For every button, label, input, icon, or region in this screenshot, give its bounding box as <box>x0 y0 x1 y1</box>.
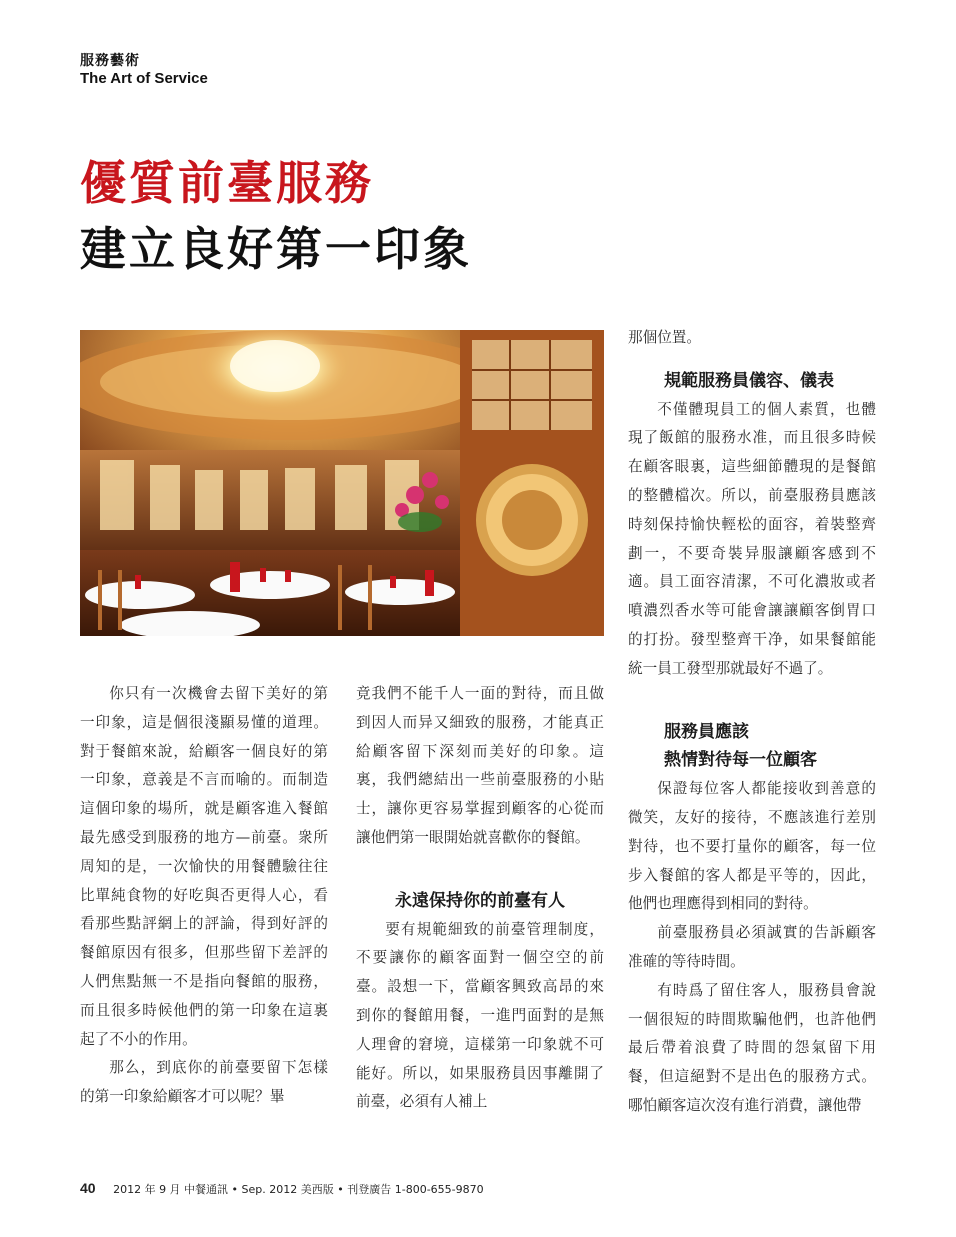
section-label-zh: 服務藝術 <box>80 53 140 69</box>
subheading: 永遠保持你的前臺有人 <box>395 890 565 911</box>
paragraph: 竟我們不能千人一面的對待，而且做到因人而异又細致的服務，才能真正給顧客留下深刻而美好的印象。這裏，我們總結出一些前臺服務的小貼士，讓你更容易掌握到顧客的心從而讓他們第一眼開始就喜歡你的餐館。 <box>356 685 604 846</box>
paragraph: 你只有一次機會去留下美好的第一印象，這是個很淺顯易懂的道理。對于餐館來說，給顧客一個良好的第一印象，意義是不言而喻的。而制造這個印象的場所，就是顧客進入餐館最先感受到服務的地方—前臺。衆所周知的是，一次愉快的用餐體驗往往比單純食物的好吃與否更得人心，看看那些點評網上的評論，得到好評的餐館原因有很多，但那些留下差評的人們焦點無一不是指向餐館的服務，而且很多時候他們的第一印象在這裏起了不小的作用。 <box>80 685 328 1048</box>
paragraph: 前臺服務員必須誠實的告訴顧客准確的等待時間。 <box>628 924 876 970</box>
text-column-1 <box>80 680 328 1112</box>
paragraph: 那個位置。 <box>628 329 701 346</box>
title-line-1: 優質前臺服務 <box>80 156 374 210</box>
subheading: 規範服務員儀容、儀表 <box>664 370 834 391</box>
paragraph: 保證每位客人都能接收到善意的微笑，友好的接待，不應該進行差別對待，也不要打量你的顧客，每一位步入餐館的客人都是平等的，因此，他們也理應得到相同的對待。 <box>628 780 876 913</box>
section-label-en: The Art of Service <box>80 70 208 87</box>
paragraph: 有時爲了留住客人，服務員會說一個很短的時間欺騙他們，也許他們最后帶着浪費了時間的怨氣留下用餐，但這絕對不是出色的服務方式。哪怕顧客這次沒有進行消費，讓他帶 <box>628 981 876 1114</box>
page-number: 40 <box>80 1180 96 1196</box>
paragraph: 那么，到底你的前臺要留下怎樣的第一印象給顧客才可以呢？畢 <box>80 1059 328 1106</box>
paragraph: 要有規範細致的前臺管理制度，不要讓你的顧客面對一個空空的前臺。設想一下，當顧客興致高昂的來到你的餐館用餐，一進門面對的是無人理會的窘境，這樣第一印象就不可能好。所以，如果服務員因事離開了前臺，必須有人補上 <box>356 920 604 1111</box>
paragraph: 不僅體現員工的個人素質，也體現了飯館的服務水准，而且很多時候在顧客眼裏，這些細節體現的是餐館的整體檔次。所以，前臺服務員應該時刻保持愉快輕松的面容，着裝整齊劃一，不要奇裝异服讓顧客感到不適。員工面容清潔，不可化濃妝或者噴濃烈香水等可能會讓讓顧客倒胃口的打扮。發型整齊干净，如果餐館能統一員工發型那就最好不過了。 <box>628 400 876 677</box>
footer-info: 2012 年 9 月 中餐通訊 • Sep. 2012 美西版 • 刊登廣告 1-800-655-9870 <box>113 1183 484 1196</box>
subheading: 服務員應該 <box>664 721 749 742</box>
subheading: 熱情對待每一位顧客 <box>664 750 817 771</box>
title-line-2: 建立良好第一印象 <box>80 222 472 276</box>
article-title <box>80 150 472 282</box>
page-footer <box>80 1180 484 1197</box>
text-column-3 <box>628 324 876 1121</box>
restaurant-photo <box>80 330 604 636</box>
text-column-2 <box>356 680 604 1117</box>
